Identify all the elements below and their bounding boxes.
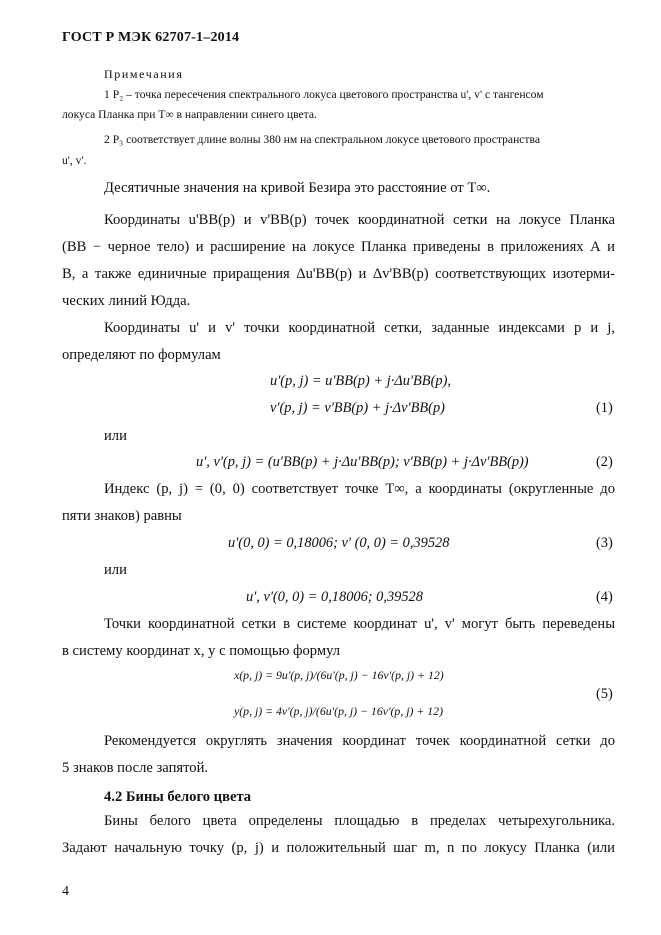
equation-5b: y(p, j) = 4v'(p, j)/(6u'(p, j) − 16v'(p, j) + 12) <box>234 704 444 718</box>
paragraph-7-line-2: Задают начальную точку (p, j) и положительный шаг m, n по локусу Планка (или <box>62 840 615 856</box>
or-text-1: или <box>104 428 127 444</box>
paragraph-5-line-1: Точки координатной сетки в системе координат u', v' могут быть переведены <box>104 616 615 632</box>
note-1-line-2: локуса Планка при T∞ в направлении синего цвета. <box>62 108 317 121</box>
paragraph-6-line-2: 5 знаков после запятой. <box>62 760 209 776</box>
equation-3-number: (3) <box>596 535 613 551</box>
paragraph-bezier: Десятичные значения на кривой Безира это расстояние от T∞. <box>104 180 491 196</box>
section-title: 4.2 Бины белого цвета <box>104 789 252 805</box>
paragraph-4-line-1: Индекс (p, j) = (0, 0) соответствует точке T∞, а координаты (округленные до <box>104 481 615 497</box>
paragraph-3-line-2: определяют по формулам <box>62 347 221 363</box>
paragraph-6-line-1: Рекомендуется округлять значения координат точек координатной сетки до <box>104 733 615 749</box>
paragraph-4-line-2: пяти знаков) равны <box>62 508 182 524</box>
paragraph-2-line-2: (ВВ − черное тело) и расширение на локусе Планка приведены в приложениях А и <box>62 239 615 255</box>
paragraph-2-line-3: В, а также единичные приращения Δu'ВВ(p) и Δv'ВВ(p) соответствующих изотерми- <box>62 266 615 282</box>
paragraph-5-line-2: в систему координат x, y с помощью формул <box>62 643 341 659</box>
note-1-line-1: 1 P₂ – точка пересечения спектрального локуса цветового пространства u', v' с тангенсом <box>104 88 544 101</box>
paragraph-7-line-1: Бины белого цвета определены площадью в пределах четырехугольника. <box>104 813 615 829</box>
equation-3: u'(0, 0) = 0,18006; v' (0, 0) = 0,39528 <box>228 535 450 551</box>
equation-1b: v'(p, j) = v'ВВ(p) + j·Δv'ВВ(p) <box>270 400 445 416</box>
notes-heading: Примечания <box>104 67 184 81</box>
equation-5-number: (5) <box>596 686 613 702</box>
equation-1a: u'(p, j) = u'ВВ(p) + j·Δu'ВВ(p), <box>270 373 451 389</box>
equation-2-number: (2) <box>596 454 613 470</box>
equation-5a: x(p, j) = 9u'(p, j)/(6u'(p, j) − 16v'(p, j) + 12) <box>234 668 444 682</box>
equation-1-number: (1) <box>596 400 613 416</box>
paragraph-2-line-4: ческих линий Юдда. <box>62 293 191 309</box>
or-text-2: или <box>104 562 127 578</box>
note-2-line-1: 2 P₃ соответствует длине волны 380 нм на спектральном локусе цветового пространства <box>104 133 540 146</box>
document-header: ГОСТ Р МЭК 62707-1–2014 <box>62 30 240 45</box>
equation-2: u', v'(p, j) = (u'ВВ(p) + j·Δu'ВВ(p); v'ВВ(p) + j·Δv'ВВ(p)) <box>196 454 529 470</box>
paragraph-2-line-1: Координаты u'ВВ(p) и v'ВВ(p) точек координатной сетки на локусе Планка <box>104 212 615 228</box>
equation-4: u', v'(0, 0) = 0,18006; 0,39528 <box>246 589 423 605</box>
note-2-line-2: u', v'. <box>62 154 87 167</box>
equation-4-number: (4) <box>596 589 613 605</box>
paragraph-3-line-1: Координаты u' и v' точки координатной сетки, заданные индексами p и j, <box>104 320 615 336</box>
page-number: 4 <box>62 884 69 899</box>
